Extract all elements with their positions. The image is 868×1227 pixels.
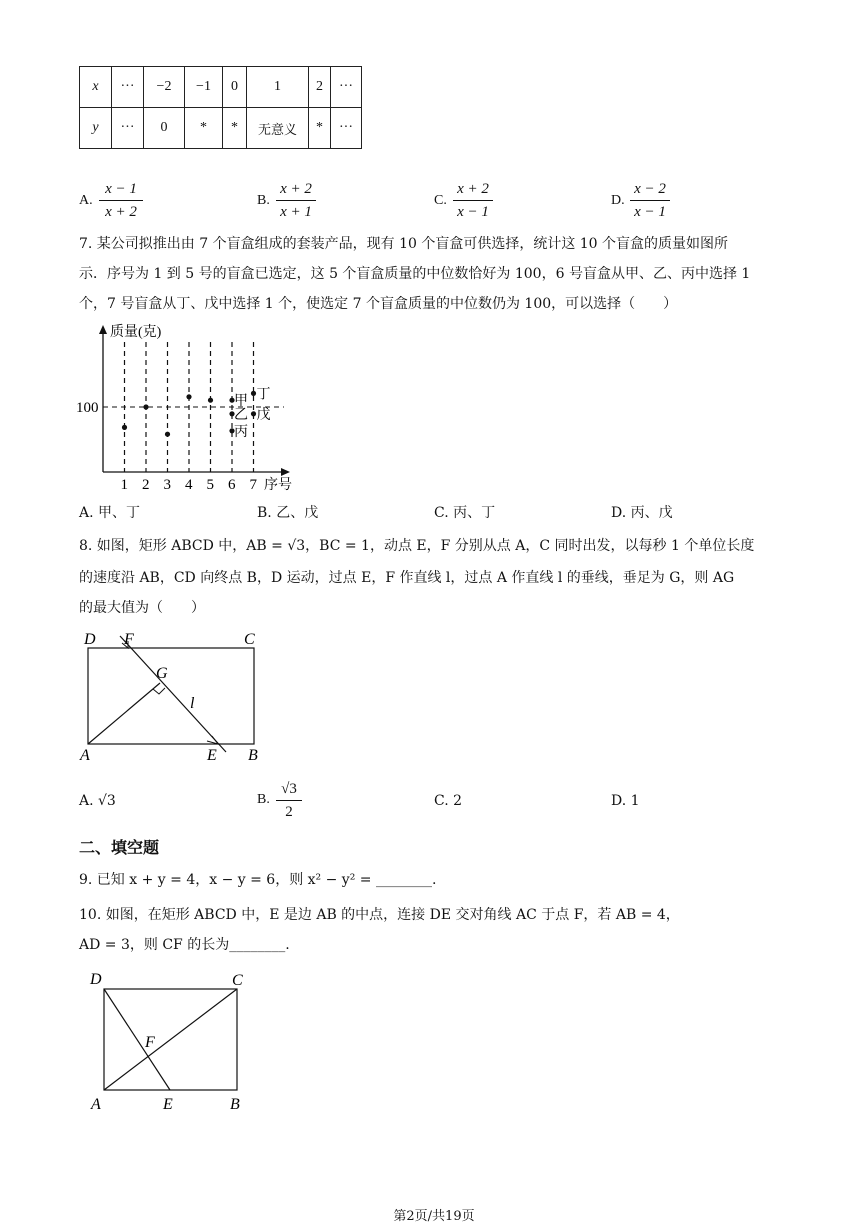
q7-option-b: B. 乙、戊 bbox=[257, 505, 319, 521]
x-tick-label: 4 bbox=[185, 477, 193, 493]
fraction-numerator: x + 2 bbox=[457, 181, 489, 197]
y-tick-label: 100 bbox=[76, 400, 99, 416]
q6-option-b-fraction bbox=[276, 180, 316, 221]
label-g: G bbox=[156, 665, 168, 682]
label-a: A bbox=[91, 1096, 101, 1113]
section-heading: 二、填空题 bbox=[79, 838, 160, 857]
q8-option-a: A. √3 bbox=[79, 793, 116, 809]
point-label: 丁 bbox=[256, 387, 271, 403]
q9-text: 9. 已知 x + y = 4，x − y = 6，则 x² − y² = ________. bbox=[79, 872, 437, 888]
point-label: 甲 bbox=[234, 394, 248, 410]
data-point bbox=[251, 391, 256, 396]
label-c: C bbox=[244, 631, 255, 648]
table-cell-y-label: y bbox=[80, 108, 112, 149]
q8-option-c: C. 2 bbox=[434, 793, 463, 809]
fraction-numerator: x + 2 bbox=[280, 181, 312, 197]
fraction-bar bbox=[453, 200, 493, 201]
q6-option-c-fraction bbox=[453, 180, 493, 221]
q6-option-b-letter: B. bbox=[257, 193, 270, 208]
q6-option-d-fraction bbox=[630, 180, 670, 221]
q8-option-b-letter: B. bbox=[257, 792, 270, 807]
x-tick-label: 7 bbox=[249, 477, 257, 493]
data-point bbox=[251, 411, 256, 416]
q8-line-3: 的最大值为（ ） bbox=[79, 600, 205, 616]
chart-layer bbox=[76, 323, 292, 493]
q8-line-1: 8. 如图，矩形 ABCD 中，AB = √3，BC = 1，动点 E，F 分别从点 A，C 同时出发，以每秒 1 个单位长度 bbox=[79, 538, 755, 554]
fraction-denominator: x + 2 bbox=[105, 204, 137, 220]
value-table bbox=[79, 66, 362, 149]
table-cell: ··· bbox=[331, 108, 362, 149]
fraction-numerator: √3 bbox=[281, 781, 297, 797]
segment-de bbox=[104, 989, 170, 1090]
table-cell: −1 bbox=[185, 67, 223, 108]
q10-rectangle-figure bbox=[84, 964, 254, 1114]
data-point bbox=[122, 425, 127, 430]
fraction-denominator: x − 1 bbox=[457, 204, 489, 220]
fraction-denominator: x + 1 bbox=[280, 204, 312, 220]
label-c: C bbox=[232, 972, 243, 989]
q7-option-a: A. 甲、丁 bbox=[79, 505, 141, 521]
label-a: A bbox=[80, 747, 90, 764]
page-footer: 第2页/共19页 bbox=[393, 1209, 475, 1224]
right-angle-mark bbox=[153, 688, 165, 694]
point-label: 乙 bbox=[234, 407, 248, 423]
fraction-numerator: x − 2 bbox=[634, 181, 666, 197]
fraction-numerator: x − 1 bbox=[105, 181, 137, 197]
table-row-x bbox=[80, 67, 362, 108]
q7-line-3: 个，7 号盲盒从丁、戊中选择 1 个，使选定 7 个盲盒质量的中位数仍为 100，可以选择（ ） bbox=[79, 296, 678, 312]
arrow-e bbox=[207, 736, 218, 744]
table-cell-x-label: x bbox=[80, 67, 112, 108]
table-cell: 0 bbox=[144, 108, 185, 149]
label-b: B bbox=[230, 1096, 240, 1113]
data-point bbox=[165, 432, 170, 437]
rectangle-abcd bbox=[88, 648, 254, 744]
q6-option-d-letter: D. bbox=[611, 193, 625, 208]
table-cell: 无意义 bbox=[247, 108, 309, 149]
q8-option-b-fraction bbox=[276, 780, 302, 821]
x-axis-title: 序号 bbox=[264, 478, 292, 493]
q6-option-c-letter: C. bbox=[434, 193, 447, 208]
diagonal-ac bbox=[104, 989, 237, 1090]
table-cell: ··· bbox=[112, 67, 144, 108]
point-label: 丙 bbox=[234, 424, 248, 440]
label-e: E bbox=[163, 1096, 173, 1113]
point-label: 戊 bbox=[256, 407, 271, 423]
table-cell: * bbox=[309, 108, 331, 149]
q8-rectangle-figure bbox=[76, 626, 276, 766]
table-cell: 1 bbox=[247, 67, 309, 108]
fraction-denominator: x − 1 bbox=[634, 204, 666, 220]
fraction-bar bbox=[630, 200, 670, 201]
x-axis-arrow bbox=[281, 468, 290, 476]
q10-line-1: 10. 如图，在矩形 ABCD 中，E 是边 AB 的中点，连接 DE 交对角线 AC 于点 F，若 AB = 4， bbox=[79, 907, 680, 923]
x-tick-label: 5 bbox=[206, 477, 214, 493]
q8-line-2: 的速度沿 AB，CD 向终点 B，D 运动，过点 E，F 作直线 l，过点 A 作直线 l 的垂线，垂足为 G，则 AG bbox=[79, 570, 735, 586]
table-cell: 2 bbox=[309, 67, 331, 108]
data-point bbox=[208, 398, 213, 403]
q8-option-d: D. 1 bbox=[611, 793, 640, 809]
fraction-bar bbox=[276, 800, 302, 801]
q7-scatter-chart bbox=[76, 322, 306, 494]
segment-ag bbox=[88, 683, 160, 744]
y-axis-title: 质量(克) bbox=[110, 325, 162, 340]
q6-option-a-fraction bbox=[99, 180, 143, 221]
x-tick-label: 1 bbox=[120, 477, 128, 493]
data-point bbox=[186, 394, 191, 399]
fraction-bar bbox=[99, 200, 143, 201]
x-tick-label: 6 bbox=[228, 477, 236, 493]
label-d: D bbox=[84, 631, 96, 648]
line-l bbox=[120, 636, 226, 752]
q7-option-c: C. 丙、丁 bbox=[434, 505, 496, 521]
data-point bbox=[143, 404, 148, 409]
label-b: B bbox=[248, 747, 258, 764]
fraction-bar bbox=[276, 200, 316, 201]
y-axis-arrow bbox=[99, 325, 107, 334]
label-f: F bbox=[124, 631, 134, 648]
q7-line-2: 示．序号为 1 到 5 号的盲盒已选定，这 5 个盲盒质量的中位数恰好为 100，6 号盲盒从甲、乙、丙中选择 1 bbox=[79, 266, 751, 282]
label-l: l bbox=[190, 695, 195, 712]
table-cell: ··· bbox=[331, 67, 362, 108]
table-cell: ··· bbox=[112, 108, 144, 149]
table-row-y bbox=[80, 108, 362, 149]
label-d: D bbox=[90, 971, 102, 988]
q7-option-d: D. 丙、戊 bbox=[611, 505, 673, 521]
q6-option-a-letter: A. bbox=[79, 193, 93, 208]
table-cell: 0 bbox=[223, 67, 247, 108]
table-cell: * bbox=[223, 108, 247, 149]
x-tick-label: 3 bbox=[163, 477, 171, 493]
q7-line-1: 7. 某公司拟推出由 7 个盲盒组成的套装产品，现有 10 个盲盒可供选择，统计这 10 个盲盒的质量如图所 bbox=[79, 236, 729, 252]
x-tick-label: 2 bbox=[142, 477, 150, 493]
q10-line-2: AD = 3，则 CF 的长为________. bbox=[79, 937, 290, 953]
table-cell: −2 bbox=[144, 67, 185, 108]
label-e: E bbox=[207, 747, 217, 764]
label-f: F bbox=[145, 1034, 155, 1051]
fraction-denominator: 2 bbox=[285, 804, 293, 820]
table-cell: * bbox=[185, 108, 223, 149]
